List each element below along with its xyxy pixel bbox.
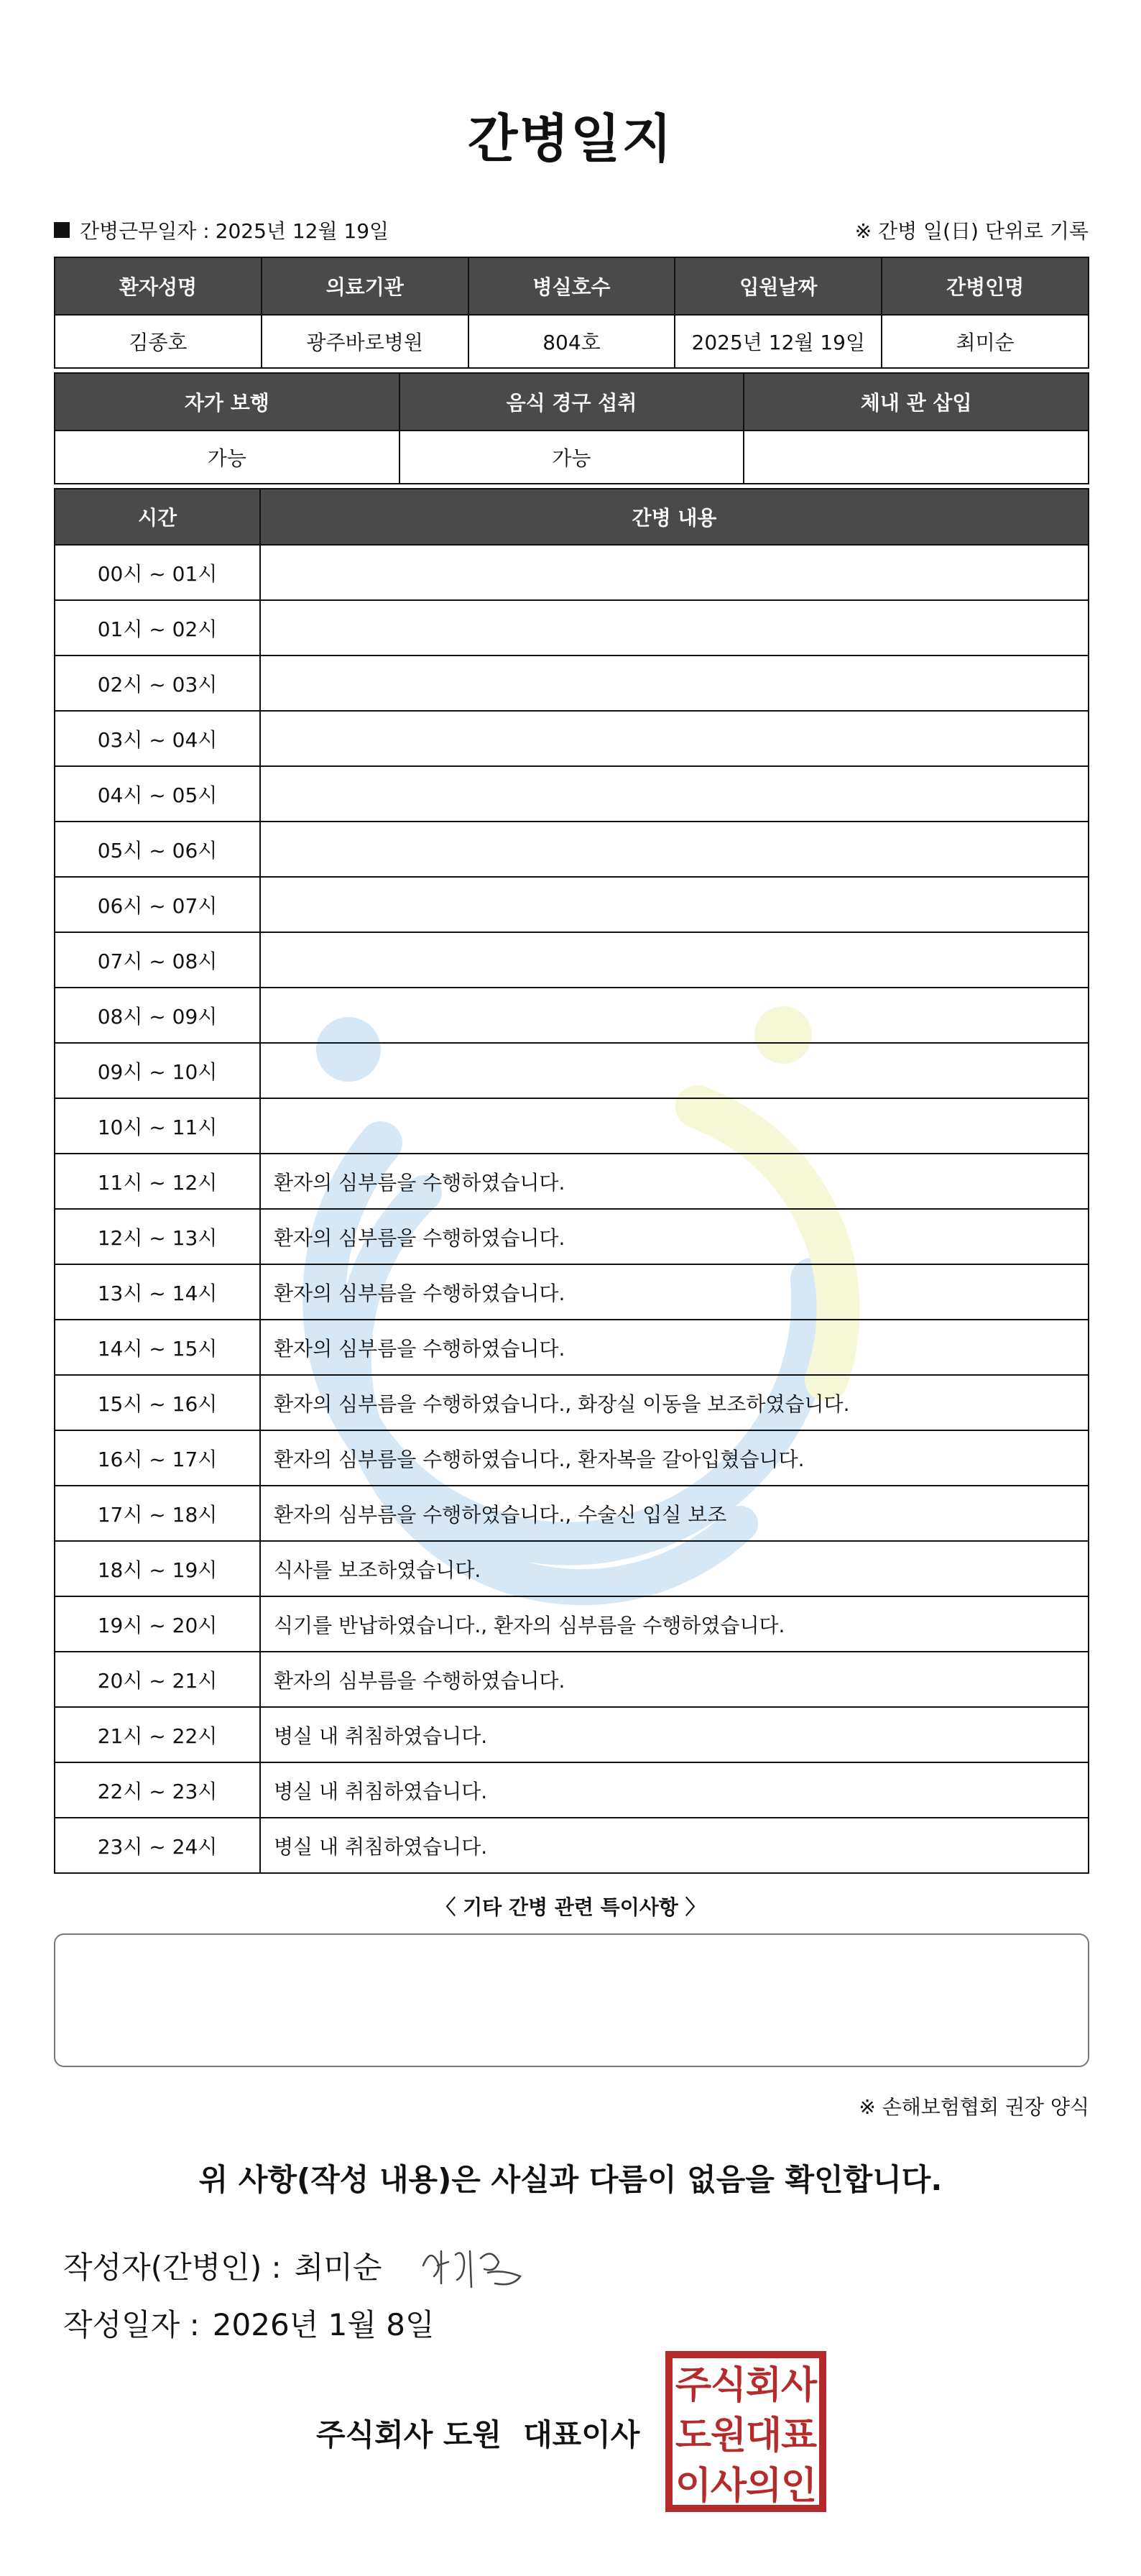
log-content-cell: 식사를 보조하였습니다.	[260, 1541, 1089, 1596]
log-content-cell: 병실 내 취침하였습니다.	[260, 1707, 1089, 1762]
header-caregiver: 간병인명	[882, 257, 1089, 315]
log-row	[55, 988, 1089, 1043]
log-row	[55, 1596, 1089, 1652]
header-hospital: 의료기관	[262, 257, 468, 315]
log-content-cell: 환자의 심부름을 수행하였습니다.	[260, 1209, 1089, 1264]
log-time-cell: 06시 ~ 07시	[55, 877, 260, 932]
log-row	[55, 1375, 1089, 1430]
seal-char: 의	[745, 2464, 782, 2508]
write-date-label: 작성일자 :	[63, 2307, 200, 2342]
company-seal-stamp	[665, 2350, 827, 2513]
log-content-cell	[260, 822, 1089, 877]
page-title: 간병일지	[467, 109, 674, 169]
log-content-cell	[260, 766, 1089, 822]
patient-status-table	[54, 372, 1089, 484]
log-content-cell	[260, 545, 1089, 600]
header-care-content: 간병 내용	[260, 489, 1089, 545]
log-time-cell: 19시 ~ 20시	[55, 1596, 260, 1652]
log-row	[55, 600, 1089, 656]
square-bullet-icon	[54, 222, 70, 238]
seal-char: 주	[675, 2363, 712, 2407]
log-time-cell: 12시 ~ 13시	[55, 1209, 260, 1264]
log-content-cell	[260, 1098, 1089, 1154]
record-unit-note: ※ 간병 일(日) 단위로 기록	[854, 219, 1089, 243]
log-time-cell: 11시 ~ 12시	[55, 1154, 260, 1209]
log-row	[55, 656, 1089, 711]
log-row	[55, 1264, 1089, 1320]
header-admission-date: 입원날짜	[675, 257, 882, 315]
log-content-cell	[260, 932, 1089, 988]
log-time-cell: 10시 ~ 11시	[55, 1098, 260, 1154]
log-time-cell: 07시 ~ 08시	[55, 932, 260, 988]
log-time-cell: 23시 ~ 24시	[55, 1818, 260, 1873]
log-row	[55, 1818, 1089, 1873]
seal-char: 표	[780, 2414, 818, 2457]
log-time-cell: 21시 ~ 22시	[55, 1707, 260, 1762]
seal-char: 식	[710, 2363, 747, 2407]
log-row	[55, 1430, 1089, 1486]
log-content-cell: 환자의 심부름을 수행하였습니다.	[260, 1652, 1089, 1707]
log-time-cell: 14시 ~ 15시	[55, 1320, 260, 1375]
log-time-cell: 04시 ~ 05시	[55, 766, 260, 822]
log-time-cell: 22시 ~ 23시	[55, 1762, 260, 1818]
write-date-row	[63, 2301, 435, 2345]
log-content-cell	[260, 600, 1089, 656]
log-content-cell: 환자의 심부름을 수행하였습니다., 수술신 입실 보조	[260, 1486, 1089, 1541]
handwritten-signature	[416, 2237, 538, 2294]
log-content-cell	[260, 877, 1089, 932]
oral-intake-cell: 가능	[399, 431, 744, 484]
patient-info-table	[54, 257, 1089, 369]
log-time-cell: 03시 ~ 04시	[55, 711, 260, 766]
log-content-cell	[260, 656, 1089, 711]
seal-char: 이	[675, 2464, 712, 2508]
header-patient-name: 환자성명	[55, 257, 262, 315]
log-time-cell: 02시 ~ 03시	[55, 656, 260, 711]
log-content-cell: 환자의 심부름을 수행하였습니다., 화장실 이동을 보조하였습니다.	[260, 1375, 1089, 1430]
log-row	[55, 1762, 1089, 1818]
hospital-cell: 광주바로병원	[262, 315, 468, 368]
log-row	[55, 766, 1089, 822]
form-source-note: ※ 손해보험협회 권장 양식	[859, 2095, 1089, 2119]
log-time-cell: 15시 ~ 16시	[55, 1375, 260, 1430]
seal-char: 대	[745, 2414, 782, 2457]
log-row	[55, 1320, 1089, 1375]
writer-label: 작성자(간병인) :	[63, 2250, 282, 2285]
log-content-cell: 병실 내 취침하였습니다.	[260, 1818, 1089, 1873]
log-time-cell: 00시 ~ 01시	[55, 545, 260, 600]
log-row	[55, 1043, 1089, 1098]
log-row	[55, 877, 1089, 932]
log-time-cell: 08시 ~ 09시	[55, 988, 260, 1043]
log-time-cell: 05시 ~ 06시	[55, 822, 260, 877]
admission-date-cell: 2025년 12월 19일	[675, 315, 882, 368]
log-content-cell: 환자의 심부름을 수행하였습니다.	[260, 1320, 1089, 1375]
log-content-cell	[260, 988, 1089, 1043]
special-notes-box	[54, 1933, 1089, 2067]
self-walking-cell: 가능	[55, 431, 399, 484]
special-notes-heading: 〈 기타 간병 관련 특이사항 〉	[435, 1895, 706, 1919]
caregiver-cell: 최미순	[882, 315, 1089, 368]
log-content-cell	[260, 711, 1089, 766]
log-content-cell: 식기를 반납하였습니다., 환자의 심부름을 수행하였습니다.	[260, 1596, 1089, 1652]
log-content-cell: 환자의 심부름을 수행하였습니다., 환자복을 갈아입혔습니다.	[260, 1430, 1089, 1486]
log-row	[55, 1652, 1089, 1707]
writer-row	[63, 2237, 538, 2294]
log-row	[55, 1486, 1089, 1541]
writer-name: 최미순	[294, 2250, 382, 2285]
company-title: 대표이사	[523, 2417, 640, 2452]
log-time-cell: 09시 ~ 10시	[55, 1043, 260, 1098]
log-row	[55, 1098, 1089, 1154]
log-content-cell: 환자의 심부름을 수행하였습니다.	[260, 1154, 1089, 1209]
log-time-cell: 13시 ~ 14시	[55, 1264, 260, 1320]
header-self-walking: 자가 보행	[55, 373, 399, 431]
company-signature	[316, 2411, 639, 2455]
seal-char: 도	[675, 2414, 712, 2457]
work-date-value: 2025년 12월 19일	[215, 219, 389, 243]
write-date-value: 2026년 1월 8일	[212, 2307, 435, 2342]
log-row	[55, 1209, 1089, 1264]
log-content-cell: 환자의 심부름을 수행하였습니다.	[260, 1264, 1089, 1320]
seal-char: 인	[780, 2464, 818, 2508]
log-row	[55, 545, 1089, 600]
company-name: 주식회사 도원	[316, 2417, 502, 2452]
log-time-cell: 01시 ~ 02시	[55, 600, 260, 656]
log-content-cell	[260, 1043, 1089, 1098]
log-row	[55, 1707, 1089, 1762]
seal-char: 회	[745, 2363, 782, 2407]
log-time-cell: 17시 ~ 18시	[55, 1486, 260, 1541]
header-tube-insertion: 체내 관 삽입	[744, 373, 1089, 431]
log-time-cell: 20시 ~ 21시	[55, 1652, 260, 1707]
meta-row	[54, 216, 1089, 244]
header-oral-intake: 음식 경구 섭취	[399, 373, 744, 431]
tube-insertion-cell	[744, 431, 1089, 484]
log-row	[55, 1541, 1089, 1596]
work-date-label: 간병근무일자 :	[80, 219, 210, 243]
log-row	[55, 711, 1089, 766]
log-row	[55, 822, 1089, 877]
header-time: 시간	[55, 489, 260, 545]
care-log-table	[54, 488, 1089, 1874]
patient-name-cell: 김종호	[55, 315, 262, 368]
log-row	[55, 932, 1089, 988]
confirmation-statement: 위 사항(작성 내용)은 사실과 다름이 없음을 확인합니다.	[198, 2162, 943, 2197]
header-room: 병실호수	[468, 257, 675, 315]
log-row	[55, 1154, 1089, 1209]
log-content-cell: 병실 내 취침하였습니다.	[260, 1762, 1089, 1818]
log-time-cell: 18시 ~ 19시	[55, 1541, 260, 1596]
seal-char: 사	[710, 2464, 747, 2508]
seal-char: 사	[780, 2363, 818, 2407]
log-time-cell: 16시 ~ 17시	[55, 1430, 260, 1486]
room-cell: 804호	[468, 315, 675, 368]
seal-char: 원	[710, 2414, 747, 2457]
